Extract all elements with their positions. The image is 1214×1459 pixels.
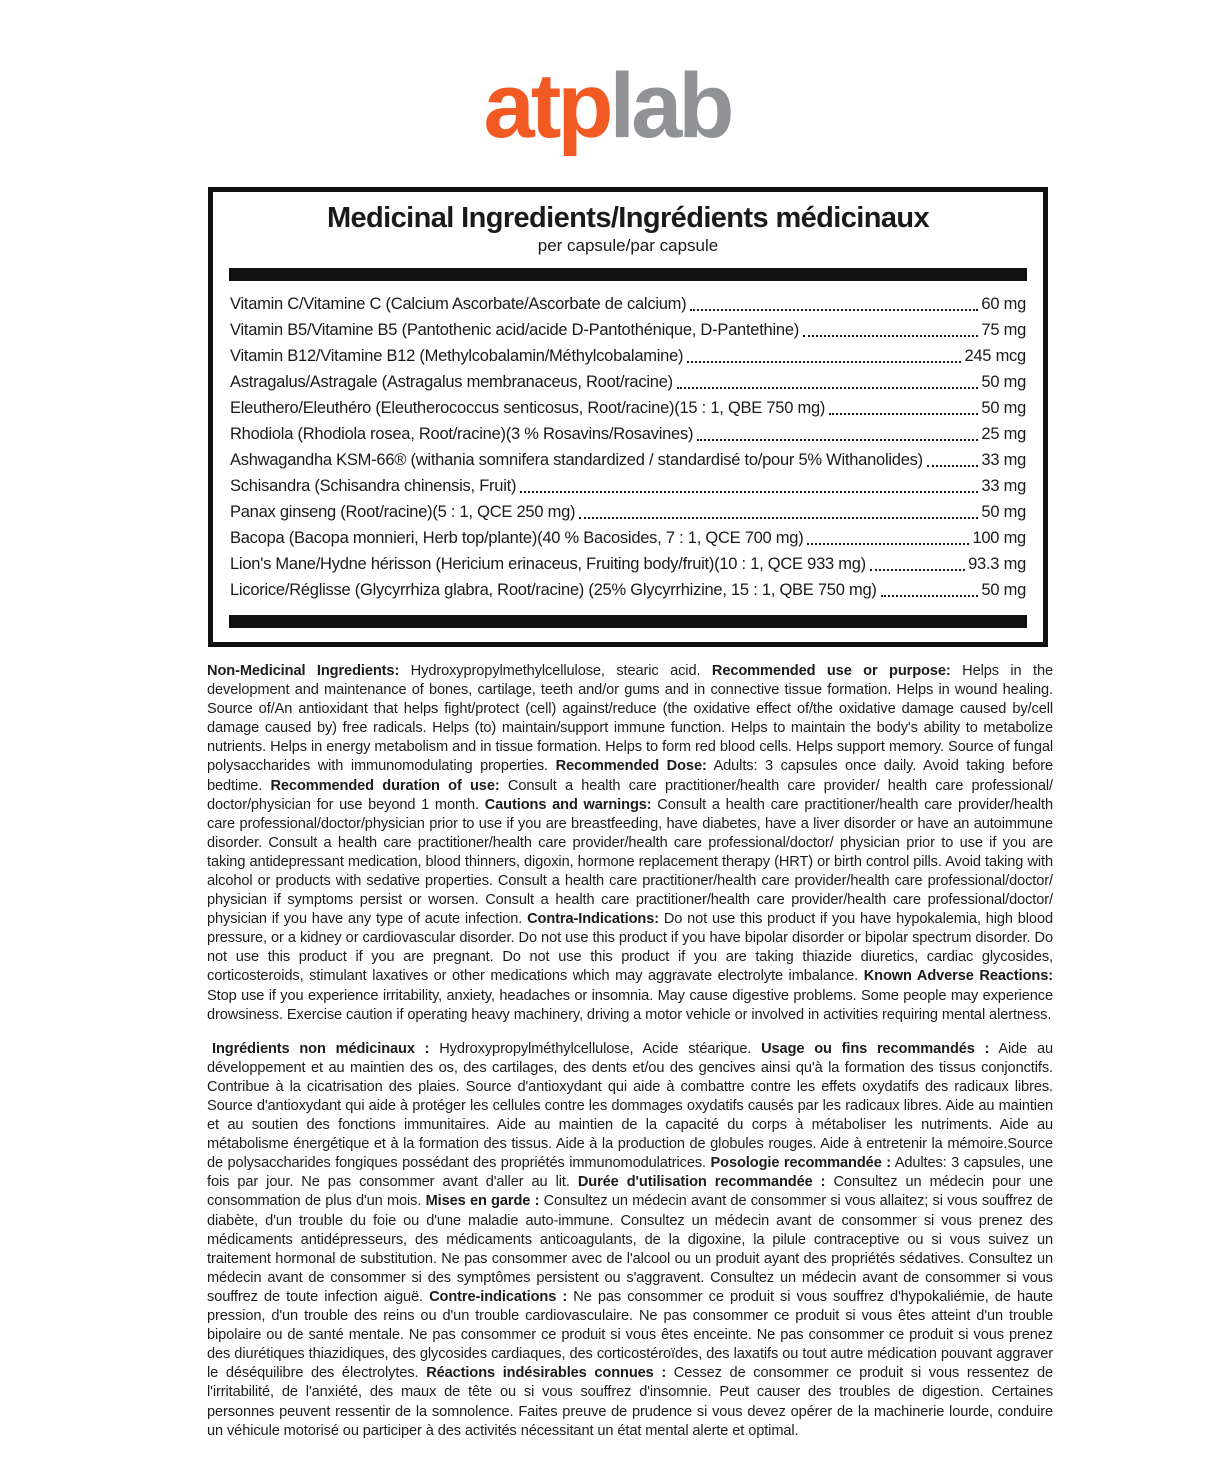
english-info-paragraph: Non-Medicinal Ingredients: Hydroxypropylmethylcellulose, stearic acid. Recommended use or purpose: Helps in the development and maintenance of bones, cartilage, teeth and/or gums and in connective tissue formation. Helps in wound healing. Source of/An antioxidant that helps fight/protect (cell) against/reduce (the oxidative effect of/the oxidative damage caused by/cell damage caused by) free radicals. Helps (to) maintain/support immune function. Helps to maintain the body's ability to metabolize nutrients. Helps in energy metabolism and in tissue formation. Helps to form red blood cells. Helps support memory. Source of fungal polysaccharides with immunomodulating properties. Recommended Dose: Adults: 3 capsules once daily. Avoid taking before bedtime. Recommended duration of use: Consult a health care practitioner/health care provider/ health care professional/ doctor/physician for use beyond 1 month. Cautions and warnings: Consult a health care practitioner/health care provider/health care professional/doctor/physician prior to use if you are breastfeeding, have diabetes, have a liver disorder or have an autoimmune disorder. Consult a health care practitioner/health care provider/health care professional/doctor/ physician prior to use if you are taking antidepressant medication, blood thinners, digoxin, hormone replacement therapy (HRT) or birth control pills. Avoid taking with alcohol or products with sedative properties. Consult a health care practitioner/health care provider/health care professional/doctor/ physician if symptoms persist or worsen. Consult a health care practitioner/health care provider/health care professional/doctor/ physician if you have any type of acute infection. Contra-Indications: Do not use this product if you have hypokalemia, high blood pressure, or a kidney or cardiovascular disorder. Do not use this product if you have bipolar disorder or bipolar spectrum disorder. Do not use this product if you are pregnant. Do not use this product if you are taking thiazide diuretics, cardiac glycosides, corticosteroids, stimulant laxatives or other medications which may aggravate electrolyte imbalance. Known Adverse Reactions: Stop use if you experience irritability, anxiety, headaches or insomnia. May cause digestive problems. Some people may experience drowsiness. Exercise caution if operating heavy machinery, driving a motor vehicle or involved in activities requiring mental alertness. bbox=[207, 662, 1054, 1023]
ingredient-amount: 60 mg bbox=[981, 294, 1026, 313]
ingredient-row bbox=[230, 369, 1026, 395]
ingredient-amount: 245 mcg bbox=[964, 346, 1026, 365]
french-info-paragraph: Ingrédients non médicinaux : Hydroxypropylméthylcellulose, Acide stéarique. Usage ou fins recommandés : Aide au développement et au maintien des os, des cartilages, des dents et/ou des gencives ainsi qu'à la formation des tissus conjonctifs. Contribue à la cicatrisation des plaies. Source d'antioxydant qui aide à combattre contre les effets oxydatifs des radicaux libres. Source d'antioxydant qui aide à protéger les cellules contre les dommages oxydatifs causés par les radicaux libres. Aide au maintien et au soutien des fonctions immunitaires. Aide au maintien de la capacité du corps à métaboliser les nutriments. Aide au métabolisme énergétique et à la formation des tissus. Aide à la production de globules rouges. Aide à entretenir la mémoire.Source de polysaccharides fongiques possédant des propriétés immunomodulatrices. Posologie recommandée : Adultes: 3 capsules, une fois par jour. Ne pas consommer avant d'aller au lit. Durée d'utilisation recommandée : Consultez un médecin pour une consommation de plus d'un mois. Mises en garde : Consultez un médecin avant de consommer si vous allaitez; si vous souffrez de diabète, d'un trouble du foie ou d'une maladie auto-immune. Consultez un médecin avant de consommer si vous prenez des médicaments antidépresseurs, des médicaments anticoagulants, de la digoxine, la pilule contraceptive ou si vous suivez un traitement hormonal de substitution. Ne pas consommer avec de l'alcool ou un produit ayant des propriétés sédatives. Consultez un médecin avant de consommer si des symptômes persistent ou s'aggravent. Consultez un médecin avant de consommer si vous souffrez de toute infection aiguë. Contre-indications : Ne pas consommer ce produit si vous souffrez d'hypokaliémie, de haute pression, d'un trouble des reins ou d'un trouble cardiovasculaire. Ne pas consommer ce produit si vous êtes atteint d'un trouble bipolaire ou de santé mentale. Ne pas consommer ce produit si vous êtes enceinte. Ne pas consommer ce produit si vous prenez des diurétiques thiazidiques, des glycosides cardiaques, des corticostéroïdes, des laxatifs ou tout autre médication pouvant aggraver le déséquilibre des électrolytes. Réactions indésirables connues : Cessez de consommer ce produit si vous ressentez de l'irritabilité, de l'anxiété, des maux de tête ou si vous souffrez d'insomnie. Peut causer des troubles de digestion. Certaines personnes peuvent ressentir de la somnolence. Faites preuve de prudence si vous devez opérer de la machinerie lourde, conduire un véhicule motorisé ou participer à des activités nécessitant un état mental alerte et optimal. bbox=[207, 1040, 1054, 1439]
ingredient-row bbox=[230, 421, 1026, 447]
ingredient-list bbox=[229, 289, 1027, 605]
ingredient-name: Licorice/Réglisse (Glycyrrhiza glabra, Root/racine) (25% Glycyrrhizine, 15 : 1, QBE 750 mg) bbox=[230, 580, 877, 599]
dot-leader bbox=[870, 569, 965, 571]
logo-lab-text: lab bbox=[609, 55, 731, 157]
ingredient-amount: 50 mg bbox=[981, 502, 1026, 521]
atplab-logo bbox=[0, 0, 1214, 155]
dot-leader bbox=[697, 439, 978, 441]
dot-leader bbox=[579, 517, 978, 519]
dot-leader bbox=[520, 491, 978, 493]
ingredient-amount: 50 mg bbox=[981, 372, 1026, 391]
panel-subtitle: per capsule/par capsule bbox=[537, 235, 719, 255]
ingredient-row bbox=[230, 447, 1026, 473]
ingredient-row bbox=[230, 473, 1026, 499]
dot-leader bbox=[807, 543, 969, 545]
ingredient-name: Panax ginseng (Root/racine)(5 : 1, QCE 250 mg) bbox=[230, 502, 576, 521]
ingredient-row bbox=[230, 395, 1026, 421]
ingredient-amount: 100 mg bbox=[972, 528, 1026, 547]
dot-leader bbox=[803, 335, 978, 337]
ingredient-name: Vitamin B5/Vitamine B5 (Pantothenic acid/acide D-Pantothénique, D-Pantethine) bbox=[230, 320, 799, 339]
ingredient-row bbox=[230, 343, 1026, 369]
divider-bar-bottom bbox=[229, 615, 1027, 628]
ingredient-name: Eleuthero/Eleuthéro (Eleutherococcus senticosus, Root/racine)(15 : 1, QBE 750 mg) bbox=[230, 398, 826, 417]
ingredient-amount: 75 mg bbox=[981, 320, 1026, 339]
ingredient-name: Astragalus/Astragale (Astragalus membranaceus, Root/racine) bbox=[230, 372, 673, 391]
dot-leader bbox=[687, 361, 961, 363]
ingredient-name: Vitamin B12/Vitamine B12 (Methylcobalamin/Méthylcobalamine) bbox=[230, 346, 684, 365]
ingredient-amount: 33 mg bbox=[981, 476, 1026, 495]
ingredient-name: Rhodiola (Rhodiola rosea, Root/racine)(3 % Rosavins/Rosavines) bbox=[230, 424, 694, 443]
dot-leader bbox=[927, 465, 979, 467]
logo-atp-text: atp bbox=[483, 55, 610, 157]
ingredient-row bbox=[230, 551, 1026, 577]
panel-title: Medicinal Ingredients/Ingrédients médicinaux bbox=[326, 201, 930, 234]
ingredient-amount: 93.3 mg bbox=[968, 554, 1026, 573]
ingredient-amount: 50 mg bbox=[981, 580, 1026, 599]
ingredient-name: Schisandra (Schisandra chinensis, Fruit) bbox=[230, 476, 517, 495]
dot-leader bbox=[829, 413, 978, 415]
ingredient-amount: 33 mg bbox=[981, 450, 1026, 469]
dot-leader bbox=[690, 309, 978, 311]
ingredient-name: Lion's Mane/Hydne hérisson (Hericium erinaceus, Fruiting body/fruit)(10 : 1, QCE 933 mg) bbox=[230, 554, 866, 573]
ingredient-name: Vitamin C/Vitamine C (Calcium Ascorbate/Ascorbate de calcium) bbox=[230, 294, 687, 313]
ingredient-name: Bacopa (Bacopa monnieri, Herb top/plante)(40 % Bacosides, 7 : 1, QCE 700 mg) bbox=[230, 528, 804, 547]
dot-leader bbox=[677, 387, 979, 389]
ingredient-amount: 25 mg bbox=[981, 424, 1026, 443]
ingredient-name: Ashwagandha KSM-66® (withania somnifera standardized / standardisé to/pour 5% Withanolides) bbox=[230, 450, 923, 469]
ingredient-row bbox=[230, 317, 1026, 343]
ingredient-amount: 50 mg bbox=[981, 398, 1026, 417]
ingredient-row bbox=[230, 577, 1026, 603]
divider-bar-top bbox=[229, 268, 1027, 281]
medicinal-ingredients-panel bbox=[208, 187, 1048, 647]
ingredient-row bbox=[230, 499, 1026, 525]
ingredient-row bbox=[230, 525, 1026, 551]
ingredient-row bbox=[230, 291, 1026, 317]
dot-leader bbox=[881, 595, 979, 597]
